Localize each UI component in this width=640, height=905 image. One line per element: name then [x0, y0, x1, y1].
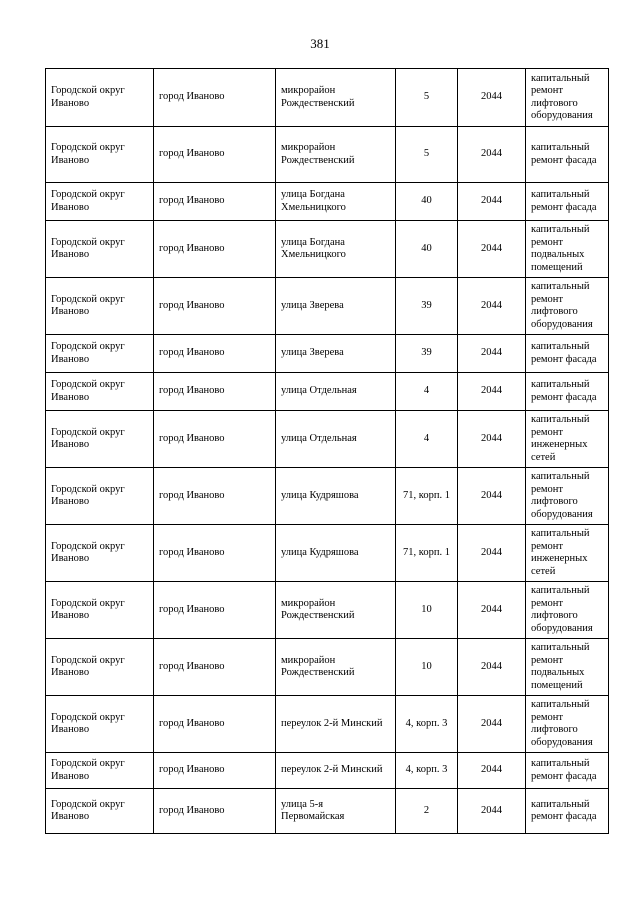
- cell-okrug: [46, 582, 154, 639]
- cell-work-type-text: капитальный ремонт фасада: [531, 189, 597, 213]
- cell-work-type-text: капитальный ремонт фасада: [531, 379, 597, 403]
- cell-work-type: [526, 525, 609, 582]
- cell-okrug-text: Городской округ Иваново: [51, 293, 125, 317]
- cell-okrug-text: Городской округ Иваново: [51, 798, 125, 822]
- cell-year-text: 2044: [481, 764, 502, 776]
- cell-okrug-text: Городской округ Иваново: [51, 189, 125, 213]
- cell-work-type-text: капитальный ремонт фасада: [531, 798, 597, 822]
- cell-work-type: [526, 127, 609, 183]
- cell-work-type-text: капитальный ремонт инженерных сетей: [531, 528, 590, 577]
- cell-street-text: улица Кудряшова: [281, 489, 359, 501]
- cell-year: [458, 411, 526, 468]
- table-row: [46, 221, 609, 278]
- cell-city: [154, 278, 276, 335]
- cell-house-number-text: 5: [423, 148, 430, 160]
- cell-city-text: город Иваново: [159, 347, 225, 359]
- cell-work-type-text: капитальный ремонт лифтового оборудования: [531, 471, 593, 520]
- cell-year-text: 2044: [481, 385, 502, 397]
- table-row: [46, 582, 609, 639]
- cell-work-type: [526, 411, 609, 468]
- cell-house-number-text: 40: [421, 242, 432, 254]
- cell-okrug: [46, 278, 154, 335]
- cell-okrug-text: Городской округ Иваново: [51, 483, 125, 507]
- table-row: [46, 753, 609, 789]
- cell-okrug: [46, 183, 154, 221]
- cell-work-type-text: капитальный ремонт фасада: [531, 142, 597, 166]
- cell-house-number-text: 4, корп. 3: [405, 764, 448, 776]
- cell-city-text: город Иваново: [159, 603, 225, 615]
- cell-work-type: [526, 753, 609, 789]
- cell-street-text: переулок 2-й Минский: [281, 717, 383, 729]
- cell-work-type: [526, 582, 609, 639]
- cell-year-text: 2044: [481, 299, 502, 311]
- cell-okrug-text: Городской округ Иваново: [51, 654, 125, 678]
- cell-okrug-text: Городской округ Иваново: [51, 142, 125, 166]
- cell-city-text: город Иваново: [159, 546, 225, 558]
- cell-house-number-text: 10: [421, 603, 432, 615]
- cell-year-text: 2044: [481, 489, 502, 501]
- cell-city: [154, 789, 276, 834]
- cell-okrug-text: Городской округ Иваново: [51, 426, 125, 450]
- cell-city-text: город Иваново: [159, 717, 225, 729]
- cell-year-text: 2044: [481, 195, 502, 207]
- cell-year-text: 2044: [481, 242, 502, 254]
- cell-street: [276, 127, 396, 183]
- cell-okrug: [46, 525, 154, 582]
- cell-work-type: [526, 639, 609, 696]
- cell-street-text: микрорайон Рождественский: [281, 597, 355, 621]
- page-number: 381: [310, 36, 330, 51]
- cell-work-type-text: капитальный ремонт фасада: [531, 341, 597, 365]
- cell-year-text: 2044: [481, 91, 502, 103]
- cell-year-text: 2044: [481, 546, 502, 558]
- cell-city: [154, 582, 276, 639]
- cell-street-text: улица Зверева: [281, 299, 344, 311]
- cell-house-number-text: 39: [421, 347, 432, 359]
- cell-city: [154, 639, 276, 696]
- cell-work-type: [526, 335, 609, 373]
- cell-city: [154, 127, 276, 183]
- cell-house-number: [396, 789, 458, 834]
- cell-city: [154, 373, 276, 411]
- cell-house-number-text: 2: [423, 804, 430, 816]
- table-row: [46, 127, 609, 183]
- table-row: [46, 411, 609, 468]
- cell-city-text: город Иваново: [159, 804, 225, 816]
- cell-city-text: город Иваново: [159, 148, 225, 160]
- cell-work-type: [526, 696, 609, 753]
- cell-house-number: [396, 69, 458, 127]
- cell-street: [276, 468, 396, 525]
- cell-okrug-text: Городской округ Иваново: [51, 379, 125, 403]
- cell-year: [458, 696, 526, 753]
- cell-okrug: [46, 127, 154, 183]
- cell-city: [154, 753, 276, 789]
- cell-year: [458, 335, 526, 373]
- table-row: [46, 525, 609, 582]
- cell-year: [458, 639, 526, 696]
- cell-house-number-text: 4, корп. 3: [405, 717, 448, 729]
- cell-street-text: улица Отдельная: [281, 385, 357, 397]
- cell-okrug: [46, 411, 154, 468]
- cell-work-type: [526, 69, 609, 127]
- cell-work-type-text: капитальный ремонт лифтового оборудования: [531, 585, 593, 634]
- cell-street: [276, 411, 396, 468]
- cell-year-text: 2044: [481, 660, 502, 672]
- cell-house-number-text: 40: [421, 195, 432, 207]
- cell-house-number-text: 4: [423, 432, 430, 444]
- cell-okrug: [46, 639, 154, 696]
- cell-house-number: [396, 411, 458, 468]
- cell-year-text: 2044: [481, 347, 502, 359]
- cell-house-number-text: 4: [423, 385, 430, 397]
- cell-work-type-text: капитальный ремонт фасада: [531, 758, 597, 782]
- cell-street-text: улица Богдана Хмельницкого: [281, 236, 346, 260]
- cell-year: [458, 468, 526, 525]
- cell-house-number: [396, 753, 458, 789]
- cell-year: [458, 127, 526, 183]
- cell-street-text: улица Зверева: [281, 347, 344, 359]
- cell-house-number-text: 39: [421, 299, 432, 311]
- cell-house-number-text: 71, корп. 1: [403, 489, 450, 501]
- cell-city-text: город Иваново: [159, 489, 225, 501]
- cell-city: [154, 468, 276, 525]
- cell-street: [276, 753, 396, 789]
- cell-work-type-text: капитальный ремонт подвальных помещений: [531, 224, 590, 273]
- cell-city: [154, 411, 276, 468]
- cell-okrug: [46, 696, 154, 753]
- cell-year: [458, 278, 526, 335]
- cell-street: [276, 582, 396, 639]
- table-row: [46, 278, 609, 335]
- cell-street: [276, 183, 396, 221]
- cell-year: [458, 525, 526, 582]
- cell-street: [276, 525, 396, 582]
- cell-house-number: [396, 582, 458, 639]
- cell-house-number: [396, 468, 458, 525]
- cell-street: [276, 278, 396, 335]
- cell-work-type: [526, 278, 609, 335]
- cell-work-type-text: капитальный ремонт лифтового оборудования: [531, 699, 593, 748]
- table-row: [46, 373, 609, 411]
- cell-house-number: [396, 278, 458, 335]
- cell-year: [458, 582, 526, 639]
- cell-city: [154, 183, 276, 221]
- cell-city-text: город Иваново: [159, 91, 225, 103]
- cell-city: [154, 696, 276, 753]
- cell-okrug-text: Городской округ Иваново: [51, 597, 125, 621]
- cell-street: [276, 373, 396, 411]
- table-row: [46, 183, 609, 221]
- cell-work-type-text: капитальный ремонт лифтового оборудования: [531, 72, 593, 121]
- cell-year: [458, 753, 526, 789]
- cell-work-type: [526, 789, 609, 834]
- cell-street-text: улица Отдельная: [281, 432, 357, 444]
- cell-city: [154, 221, 276, 278]
- cell-okrug: [46, 753, 154, 789]
- cell-year: [458, 373, 526, 411]
- cell-house-number: [396, 221, 458, 278]
- cell-okrug-text: Городской округ Иваново: [51, 711, 125, 735]
- cell-okrug: [46, 335, 154, 373]
- cell-okrug: [46, 373, 154, 411]
- cell-city-text: город Иваново: [159, 432, 225, 444]
- cell-work-type: [526, 183, 609, 221]
- cell-street-text: микрорайон Рождественский: [281, 142, 355, 166]
- cell-work-type-text: капитальный ремонт лифтового оборудования: [531, 281, 593, 330]
- cell-street: [276, 69, 396, 127]
- cell-city-text: город Иваново: [159, 242, 225, 254]
- cell-okrug: [46, 221, 154, 278]
- cell-house-number: [396, 183, 458, 221]
- cell-city-text: город Иваново: [159, 385, 225, 397]
- table-row: [46, 789, 609, 834]
- cell-street-text: микрорайон Рождественский: [281, 85, 355, 109]
- cell-city: [154, 525, 276, 582]
- cell-street-text: улица Кудряшова: [281, 546, 359, 558]
- cell-house-number: [396, 127, 458, 183]
- cell-street: [276, 696, 396, 753]
- cell-okrug: [46, 468, 154, 525]
- cell-house-number-text: 71, корп. 1: [403, 546, 450, 558]
- cell-okrug-text: Городской округ Иваново: [51, 236, 125, 260]
- cell-okrug: [46, 789, 154, 834]
- cell-house-number: [396, 696, 458, 753]
- table-row: [46, 639, 609, 696]
- table-body: [46, 69, 609, 834]
- cell-house-number: [396, 525, 458, 582]
- cell-city-text: город Иваново: [159, 299, 225, 311]
- cell-house-number: [396, 639, 458, 696]
- cell-city: [154, 335, 276, 373]
- cell-year: [458, 69, 526, 127]
- cell-okrug-text: Городской округ Иваново: [51, 540, 125, 564]
- table-row: [46, 696, 609, 753]
- cell-house-number-text: 5: [423, 91, 430, 103]
- cell-house-number: [396, 335, 458, 373]
- cell-street: [276, 639, 396, 696]
- cell-year-text: 2044: [481, 804, 502, 816]
- cell-city-text: город Иваново: [159, 195, 225, 207]
- cell-year-text: 2044: [481, 432, 502, 444]
- cell-city: [154, 69, 276, 127]
- cell-work-type: [526, 221, 609, 278]
- repair-schedule-table: [45, 68, 609, 834]
- cell-street-text: переулок 2-й Минский: [281, 764, 383, 776]
- cell-okrug-text: Городской округ Иваново: [51, 341, 125, 365]
- cell-city-text: город Иваново: [159, 764, 225, 776]
- table-row: [46, 69, 609, 127]
- cell-okrug-text: Городской округ Иваново: [51, 758, 125, 782]
- cell-street: [276, 221, 396, 278]
- cell-okrug-text: Городской округ Иваново: [51, 85, 125, 109]
- cell-city-text: город Иваново: [159, 660, 225, 672]
- cell-year: [458, 789, 526, 834]
- cell-street-text: улица Богдана Хмельницкого: [281, 189, 346, 213]
- cell-street-text: улица 5-я Первомайская: [281, 798, 345, 822]
- cell-work-type: [526, 373, 609, 411]
- table-row: [46, 468, 609, 525]
- cell-street: [276, 789, 396, 834]
- cell-year-text: 2044: [481, 717, 502, 729]
- cell-work-type: [526, 468, 609, 525]
- table-row: [46, 335, 609, 373]
- cell-year: [458, 221, 526, 278]
- cell-house-number-text: 10: [421, 660, 432, 672]
- cell-street-text: микрорайон Рождественский: [281, 654, 355, 678]
- cell-okrug: [46, 69, 154, 127]
- cell-work-type-text: капитальный ремонт инженерных сетей: [531, 414, 590, 463]
- cell-house-number: [396, 373, 458, 411]
- cell-year: [458, 183, 526, 221]
- cell-year-text: 2044: [481, 148, 502, 160]
- cell-work-type-text: капитальный ремонт подвальных помещений: [531, 642, 590, 691]
- cell-year-text: 2044: [481, 603, 502, 615]
- cell-street: [276, 335, 396, 373]
